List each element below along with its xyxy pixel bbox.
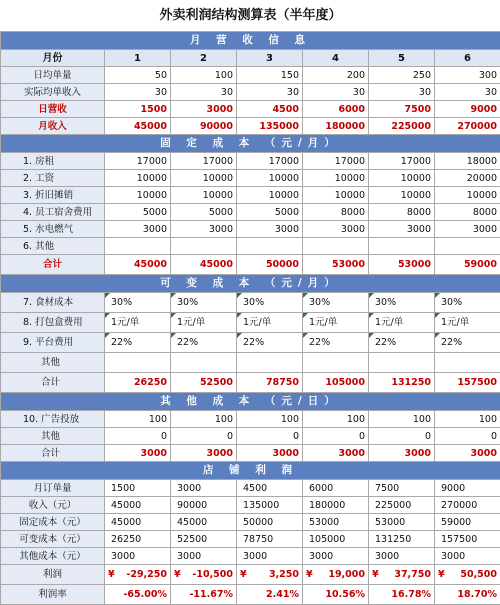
other-0-value-6[interactable]: 100 [435,411,500,428]
title-row [1,0,500,32]
profit-4-value-1[interactable]: 3000 [105,548,171,565]
variable-0-label[interactable]: 7. 食材成本 [1,293,105,313]
fixed-2-value-4[interactable]: 10000 [303,187,369,204]
fixed-4-value-6[interactable]: 3000 [435,221,500,238]
monthly-1-value-6[interactable]: 30 [435,84,500,101]
other-1-value-1[interactable]: 0 [105,428,171,445]
fixed-4-value-3[interactable]: 3000 [237,221,303,238]
other-total-value-4[interactable]: 3000 [303,445,369,462]
monthly-1-value-2[interactable]: 30 [171,84,237,101]
profit-margin-value-6[interactable]: 18.70% [435,585,500,605]
other-1-value-6[interactable]: 0 [435,428,500,445]
profit-3-value-2[interactable]: 52500 [171,531,237,548]
fixed-5-value-5[interactable] [369,238,435,255]
month-header-row [1,50,500,67]
month-header-label[interactable]: 月份 [1,50,105,67]
fixed-1-value-2[interactable]: 10000 [171,170,237,187]
monthly-3-value-4[interactable]: 180000 [303,118,369,135]
profit-4-row [1,548,500,565]
variable-2-row [1,333,500,353]
other-1-label[interactable]: 其他 [1,428,105,445]
profit-0-value-5[interactable]: 7500 [369,480,435,497]
variable-3-value-4[interactable] [303,353,369,373]
profit-2-row [1,514,500,531]
variable-1-value-4[interactable]: 1元/单 [303,313,369,333]
other-total-value-1[interactable]: 3000 [105,445,171,462]
monthly-3-value-2[interactable]: 90000 [171,118,237,135]
variable-2-value-6[interactable]: 22% [435,333,500,353]
month-header-6[interactable]: 6 [435,50,500,67]
other-total-value-6[interactable]: 3000 [435,445,500,462]
profit-1-value-1[interactable]: 45000 [105,497,171,514]
monthly-3-value-1[interactable]: 45000 [105,118,171,135]
fixed-total-label[interactable]: 合计 [1,255,105,275]
currency-symbol: ¥ [240,567,247,582]
section-header-fixed[interactable]: 固 定 成 本 （元/月） [1,135,500,153]
profit-amount-content [372,567,431,582]
fixed-3-row [1,204,500,221]
variable-total-value-6[interactable]: 157500 [435,373,500,393]
month-header-3[interactable]: 3 [237,50,303,67]
section-header-monthly[interactable]: 月 营 收 信 息 [1,32,500,50]
section-band-fixed [1,135,500,153]
variable-1-value-6[interactable]: 1元/单 [435,313,500,333]
section-header-profit[interactable]: 店 铺 利 润 [1,462,500,480]
fixed-5-value-3[interactable] [237,238,303,255]
profit-3-label[interactable]: 可变成本（元） [1,531,105,548]
profit-amount-number: 50,500 [460,567,497,582]
profit-1-value-4[interactable]: 180000 [303,497,369,514]
profit-amount-content [240,567,299,582]
monthly-2-value-6[interactable]: 9000 [435,101,500,118]
fixed-5-label[interactable]: 6. 其他 [1,238,105,255]
profit-3-value-1[interactable]: 26250 [105,531,171,548]
currency-symbol: ¥ [108,567,115,582]
variable-1-label[interactable]: 8. 打包盒费用 [1,313,105,333]
profit-2-label[interactable]: 固定成本（元） [1,514,105,531]
monthly-0-value-1[interactable]: 50 [105,67,171,84]
fixed-4-row [1,221,500,238]
profit-0-value-3[interactable]: 4500 [237,480,303,497]
currency-symbol: ¥ [174,567,181,582]
monthly-2-value-2[interactable]: 3000 [171,101,237,118]
other-total-row [1,445,500,462]
profit-3-value-4[interactable]: 105000 [303,531,369,548]
fixed-4-label[interactable]: 5. 水电燃气 [1,221,105,238]
fixed-5-value-2[interactable] [171,238,237,255]
profit-amount-content [438,567,497,582]
profit-3-value-3[interactable]: 78750 [237,531,303,548]
currency-symbol: ¥ [306,567,313,582]
fixed-5-value-1[interactable] [105,238,171,255]
variable-0-value-4[interactable]: 30% [303,293,369,313]
profit-4-value-4[interactable]: 3000 [303,548,369,565]
monthly-0-value-2[interactable]: 100 [171,67,237,84]
variable-0-value-1[interactable]: 30% [105,293,171,313]
other-total-value-2[interactable]: 3000 [171,445,237,462]
profit-amount-number: -29,250 [126,567,167,582]
variable-1-value-2[interactable]: 1元/单 [171,313,237,333]
month-header-2[interactable]: 2 [171,50,237,67]
variable-total-value-2[interactable]: 52500 [171,373,237,393]
fixed-2-value-6[interactable]: 10000 [435,187,500,204]
fixed-1-row [1,170,500,187]
fixed-3-value-3[interactable]: 5000 [237,204,303,221]
section-band-monthly [1,32,500,50]
monthly-3-value-5[interactable]: 225000 [369,118,435,135]
profit-4-value-6[interactable]: 3000 [435,548,500,565]
monthly-1-row [1,84,500,101]
month-header-1[interactable]: 1 [105,50,171,67]
profit-1-value-6[interactable]: 270000 [435,497,500,514]
other-1-value-2[interactable]: 0 [171,428,237,445]
fixed-1-label[interactable]: 2. 工资 [1,170,105,187]
monthly-2-value-1[interactable]: 1500 [105,101,171,118]
fixed-1-value-1[interactable]: 10000 [105,170,171,187]
monthly-3-value-6[interactable]: 270000 [435,118,500,135]
fixed-2-value-2[interactable]: 10000 [171,187,237,204]
monthly-3-row [1,118,500,135]
fixed-0-label[interactable]: 1. 房租 [1,153,105,170]
profit-amount-content [174,567,233,582]
profit-1-value-2[interactable]: 90000 [171,497,237,514]
fixed-1-value-6[interactable]: 20000 [435,170,500,187]
other-1-value-3[interactable]: 0 [237,428,303,445]
variable-1-value-5[interactable]: 1元/单 [369,313,435,333]
profit-2-value-2[interactable]: 45000 [171,514,237,531]
fixed-2-row [1,187,500,204]
profit-margin-value-5[interactable]: 16.78% [369,585,435,605]
variable-0-value-3[interactable]: 30% [237,293,303,313]
profit-4-label[interactable]: 其他成本（元） [1,548,105,565]
monthly-1-value-1[interactable]: 30 [105,84,171,101]
profit-2-value-6[interactable]: 59000 [435,514,500,531]
other-0-value-1[interactable]: 100 [105,411,171,428]
fixed-1-value-5[interactable]: 10000 [369,170,435,187]
monthly-0-value-3[interactable]: 150 [237,67,303,84]
profit-4-value-2[interactable]: 3000 [171,548,237,565]
section-band-variable [1,275,500,293]
profit-amount-label[interactable]: 利润 [1,565,105,585]
profit-3-value-6[interactable]: 157500 [435,531,500,548]
variable-0-value-6[interactable]: 30% [435,293,500,313]
variable-total-value-1[interactable]: 26250 [105,373,171,393]
variable-3-value-3[interactable] [237,353,303,373]
profit-margin-value-4[interactable]: 10.56% [303,585,369,605]
other-total-value-5[interactable]: 3000 [369,445,435,462]
profit-margin-row [1,585,500,605]
variable-total-value-5[interactable]: 131250 [369,373,435,393]
variable-total-value-3[interactable]: 78750 [237,373,303,393]
profit-amount-number: 3,250 [269,567,299,582]
fixed-2-value-5[interactable]: 10000 [369,187,435,204]
monthly-1-value-5[interactable]: 30 [369,84,435,101]
monthly-2-label[interactable]: 日营收 [1,101,105,118]
monthly-0-value-6[interactable]: 300 [435,67,500,84]
variable-3-value-6[interactable] [435,353,500,373]
fixed-3-label[interactable]: 4. 员工宿舍费用 [1,204,105,221]
fixed-total-value-5[interactable]: 53000 [369,255,435,275]
sheet-title[interactable]: 外卖利润结构测算表（半年度） [1,0,500,32]
fixed-0-value-2[interactable]: 17000 [171,153,237,170]
other-1-value-5[interactable]: 0 [369,428,435,445]
currency-symbol: ¥ [372,567,379,582]
profit-2-value-4[interactable]: 53000 [303,514,369,531]
fixed-2-label[interactable]: 3. 折旧摊销 [1,187,105,204]
profit-0-value-2[interactable]: 3000 [171,480,237,497]
section-header-variable[interactable]: 可 变 成 本 （元/月） [1,275,500,293]
fixed-5-row [1,238,500,255]
variable-2-value-1[interactable]: 22% [105,333,171,353]
variable-3-value-1[interactable] [105,353,171,373]
monthly-2-value-4[interactable]: 6000 [303,101,369,118]
fixed-0-value-4[interactable]: 17000 [303,153,369,170]
profit-0-value-6[interactable]: 9000 [435,480,500,497]
fixed-0-row [1,153,500,170]
profit-amount-number: -10,500 [192,567,233,582]
variable-total-row [1,373,500,393]
fixed-total-value-4[interactable]: 53000 [303,255,369,275]
variable-1-value-1[interactable]: 1元/单 [105,313,171,333]
fixed-4-value-1[interactable]: 3000 [105,221,171,238]
other-0-row [1,411,500,428]
fixed-3-value-2[interactable]: 5000 [171,204,237,221]
monthly-1-value-3[interactable]: 30 [237,84,303,101]
monthly-1-label[interactable]: 实际均单收入 [1,84,105,101]
fixed-4-value-5[interactable]: 3000 [369,221,435,238]
profit-3-value-5[interactable]: 131250 [369,531,435,548]
fixed-3-value-1[interactable]: 5000 [105,204,171,221]
other-1-value-4[interactable]: 0 [303,428,369,445]
fixed-3-value-5[interactable]: 8000 [369,204,435,221]
fixed-0-value-3[interactable]: 17000 [237,153,303,170]
profit-margin-value-2[interactable]: -11.67% [171,585,237,605]
monthly-0-value-4[interactable]: 200 [303,67,369,84]
variable-3-value-5[interactable] [369,353,435,373]
profit-margin-label[interactable]: 利润率 [1,585,105,605]
monthly-2-value-5[interactable]: 7500 [369,101,435,118]
variable-0-row [1,293,500,313]
variable-2-label[interactable]: 9. 平台费用 [1,333,105,353]
fixed-2-value-3[interactable]: 10000 [237,187,303,204]
monthly-0-value-5[interactable]: 250 [369,67,435,84]
profit-1-value-3[interactable]: 135000 [237,497,303,514]
other-0-value-2[interactable]: 100 [171,411,237,428]
profit-1-value-5[interactable]: 225000 [369,497,435,514]
currency-symbol: ¥ [438,567,445,582]
fixed-5-value-4[interactable] [303,238,369,255]
fixed-1-value-4[interactable]: 10000 [303,170,369,187]
other-total-value-3[interactable]: 3000 [237,445,303,462]
fixed-4-value-4[interactable]: 3000 [303,221,369,238]
fixed-1-value-3[interactable]: 10000 [237,170,303,187]
monthly-0-label[interactable]: 日均单量 [1,67,105,84]
profit-2-value-5[interactable]: 53000 [369,514,435,531]
other-total-label[interactable]: 合计 [1,445,105,462]
profit-margin-value-3[interactable]: 2.41% [237,585,303,605]
monthly-1-value-4[interactable]: 30 [303,84,369,101]
other-0-label[interactable]: 10. 广告投放 [1,411,105,428]
fixed-3-value-4[interactable]: 8000 [303,204,369,221]
profit-0-row [1,480,500,497]
variable-1-row [1,313,500,333]
profit-0-value-1[interactable]: 1500 [105,480,171,497]
variable-total-value-4[interactable]: 105000 [303,373,369,393]
monthly-3-value-3[interactable]: 135000 [237,118,303,135]
fixed-0-value-1[interactable]: 17000 [105,153,171,170]
profit-2-value-1[interactable]: 45000 [105,514,171,531]
fixed-2-value-1[interactable]: 10000 [105,187,171,204]
fixed-total-value-6[interactable]: 59000 [435,255,500,275]
variable-3-row [1,353,500,373]
fixed-0-value-5[interactable]: 17000 [369,153,435,170]
section-band-profit [1,462,500,480]
profit-4-value-3[interactable]: 3000 [237,548,303,565]
profit-0-label[interactable]: 月订单量 [1,480,105,497]
profit-amount-number: 19,000 [328,567,365,582]
variable-2-value-5[interactable]: 22% [369,333,435,353]
variable-1-value-3[interactable]: 1元/单 [237,313,303,333]
variable-total-label[interactable]: 合计 [1,373,105,393]
fixed-total-value-1[interactable]: 45000 [105,255,171,275]
other-0-value-5[interactable]: 100 [369,411,435,428]
month-header-4[interactable]: 4 [303,50,369,67]
section-header-other[interactable]: 其 他 成 本 （元/日） [1,393,500,411]
profit-amount-content [306,567,365,582]
fixed-total-row [1,255,500,275]
variable-3-value-2[interactable] [171,353,237,373]
section-band-other [1,393,500,411]
fixed-5-value-6[interactable] [435,238,500,255]
other-1-row [1,428,500,445]
fixed-0-value-6[interactable]: 18000 [435,153,500,170]
profit-0-value-4[interactable]: 6000 [303,480,369,497]
profit-1-label[interactable]: 收入（元） [1,497,105,514]
monthly-2-row [1,101,500,118]
profit-amount-number: 37,750 [394,567,431,582]
fixed-total-value-2[interactable]: 45000 [171,255,237,275]
monthly-0-row [1,67,500,84]
variable-3-label[interactable]: 其他 [1,353,105,373]
monthly-3-label[interactable]: 月收入 [1,118,105,135]
variable-2-value-3[interactable]: 22% [237,333,303,353]
fixed-total-value-3[interactable]: 50000 [237,255,303,275]
variable-0-value-5[interactable]: 30% [369,293,435,313]
monthly-2-value-3[interactable]: 4500 [237,101,303,118]
month-header-5[interactable]: 5 [369,50,435,67]
profit-margin-value-1[interactable]: -65.00% [105,585,171,605]
fixed-4-value-2[interactable]: 3000 [171,221,237,238]
variable-0-value-2[interactable]: 30% [171,293,237,313]
other-0-value-3[interactable]: 100 [237,411,303,428]
fixed-3-value-6[interactable]: 8000 [435,204,500,221]
profit-2-value-3[interactable]: 50000 [237,514,303,531]
other-0-value-4[interactable]: 100 [303,411,369,428]
profit-1-row [1,497,500,514]
variable-2-value-4[interactable]: 22% [303,333,369,353]
profit-3-row [1,531,500,548]
variable-2-value-2[interactable]: 22% [171,333,237,353]
profit-amount-content [108,567,167,582]
profit-4-value-5[interactable]: 3000 [369,548,435,565]
